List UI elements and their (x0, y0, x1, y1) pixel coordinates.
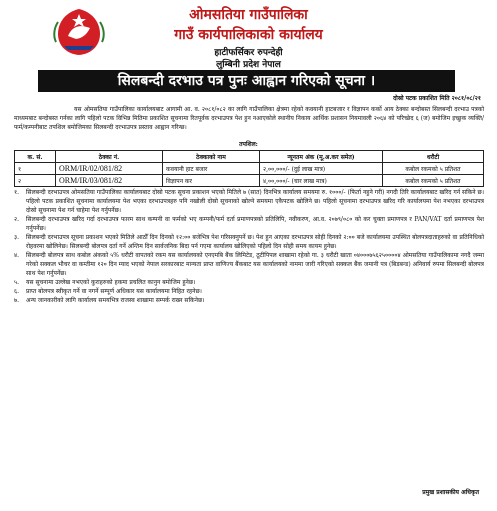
col-header-min-amount: न्यूनतम अंक (मू.अ.कर समेत) (260, 151, 383, 163)
term-text: सिलबन्दी बोलपत्र साथ कबोल अंकको ५% धरौटी वापतको रकम यस कार्यालयको एनएमबि बैंक लिमिटेड, ठूटीपिपल शाखामा रहेको गा. ३ धरौटी खाता ०४०००७५६२५००००४ ओमसतिया गाउँपालिकामा नगदै जम्मा गरेको सक्कल भौचर वा कम्तीमा १२० दिन म्याद भएको नेपाल सरकारबाट मान्यता प्राप्त वाणिज्य बैंकबाट यस कार्यालयको नाममा जारी गरिएको सक्कल बैंक जमानी पत्र (बिडबन्ड) अनिवार्य रुपमा सिलबन्दी बोलपत्र साथ पेश गर्नुपर्नेछ। (26, 252, 484, 277)
table-row (15, 175, 484, 187)
list-item (14, 287, 484, 296)
cell-min-amount: २,००,०००/- (दुई लाख मात्र) (260, 163, 383, 175)
table-title: तपशिल: (239, 141, 258, 148)
cell-deposit: कबोल रकमको ५ प्रतिशत (383, 163, 484, 175)
col-header-contract-no: ठेक्का नं. (56, 151, 163, 163)
cell-sn: १ (15, 163, 56, 175)
term-text: अन्य जानकारीको लागि कार्यालय समयभित्र राजस्व शाखामा सम्पर्क राख्न सकिनेछ। (26, 297, 205, 304)
list-item (14, 278, 484, 287)
signer-title: प्रमुख प्रशासकीय अधिकृत (422, 489, 479, 496)
term-text: सिलबन्दी दरभाउपत्र ओमसतिया गाउँपालिका कार्यालयबाट दोस्रो पटक सूचना प्रकाशन भएको मितिले ७ (सात) दिनभित्र कार्यालय समयमा रु. १०००/- (फिर्ता नहुने गरी) नगदी तिरि कार्यालयबाट खरिद गर्न सकिने छ। पहिलो पटक प्रकाशित सूचनामा कार्यालयमा पेश भएका दरभाउपत्रहरु पनि नखोली दोस्रो सूचनाको खोल्ने समयमा एकैपटक खोलिने छ। पहिलो सूचनामा दरभाउपत्र खरिद गरि कार्यालयमा पेश नभएका दरभाउपत्र दोस्रो सूचनामा पेश गर्न चाहेमा पेश गर्नुपर्नेछ। (26, 189, 484, 214)
list-item (14, 296, 484, 305)
table-row (15, 163, 484, 175)
publish-date: दोस्रो पटक प्रकाशित मिति २०८१/०८/२१ (393, 95, 481, 102)
tender-table (14, 150, 484, 187)
municipality-name: ओमसतिया गाउँपालिका (189, 7, 308, 23)
cell-sn: २ (15, 175, 56, 187)
term-text: सिलबन्दी दरभाउपत्र खरिद गर्दा दरभाउपत्र फारम साथ कम्पनी वा फर्मको भए कम्पनी/फर्म दर्ता प्रमाणपत्रको प्रतिलिपि, नवीकरण, आ.व. २०७९/०८० को कर चुक्ता प्रमाणपत्र र PAN/VAT दर्ता प्रमाणपत्र पेश गर्नुपर्नेछ। (26, 216, 484, 232)
cell-deposit: कबोल रकमको ५ प्रतिशत (383, 175, 484, 187)
term-number: १. (14, 189, 20, 196)
list-item (14, 188, 484, 215)
office-name: गाउँ कार्यपालिकाको कार्यालय (174, 27, 323, 43)
cell-contract-name: विज्ञापन कर (163, 175, 260, 187)
term-number: ७. (14, 297, 20, 304)
term-number: ६. (14, 288, 20, 295)
cell-min-amount: ४,००,०००/- (चार लाख मात्र) (260, 175, 383, 187)
term-number: ५. (14, 279, 20, 286)
table-header-row (15, 151, 484, 163)
list-item (14, 215, 484, 233)
term-number: ४. (14, 252, 20, 259)
intro-paragraph: यस ओमसतिया गाउँपालिका कार्यालयबाट आगामी आ. व. २०८१/०८२ का लागि गाउँपालिका क्षेत्रमा रहेको कवयानी हाटबजार र विज्ञापन कर्को आय ठेक्का बन्दोबस्त सिलबन्दी दरभाउ पत्रको माध्यमबाट बन्दोबस्त गर्नका लागि पहिलो पटक विभिन्न मितिमा प्रकाशित सूचनामा रितपूर्वक दरभाउपत्र पेश हुन नआएकोले स्थानीय निकाय आर्थिक प्रशासन नियमावली २०६४ को परिच्छेद ६ (ज) बमोजिम इच्छुक व्यक्ति/फर्म/कम्पनीबाट तपशिल बमोजिमका सिलबन्दी दरभाउपत्र प्रस्ताव आह्वान गरिन्छ। (14, 106, 484, 131)
cell-contract-no: ORM/IR/02/081/82 (56, 163, 163, 175)
term-number: २. (14, 216, 20, 223)
term-text: सिलबन्दी दरभाउपत्र सूचना प्रकाशन भएको मितिले आठौँ दिन दिनको १२:०० बजेभित्र पेश गरिसक्नुपर्ने छ। पेश हुन आएका दरभाउपत्र सोही दिनको २:०० बजे कार्यालयमा उपस्थित बोलपत्रदाताहरुको वा प्रतिनिधिको रोहवरमा खोलिनेछ। सिलबन्दी बोलपत्र दर्ता गर्ने अन्तिम दिन सार्वजनिक बिदा पर्न गएमा कार्यालय खोलिएको पहिलो दिन सोही समय कायम हुनेछ। (26, 234, 484, 250)
list-item (14, 233, 484, 251)
col-header-sn: क. सं. (15, 151, 56, 163)
list-item (14, 251, 484, 278)
term-text: यस सूचनामा उल्लेख नभएको कुराहरुको हकमा प्रचलित कानुन बमोजिम हुनेछ। (26, 279, 196, 286)
province-name: लुम्बिनी प्रदेश नेपाल (216, 60, 281, 70)
notice-title-banner: सिलबन्दी दरभाउ पत्र पुनः आह्वान गरिएको सूचना । (38, 70, 455, 92)
office-address: हाटीफर्सिकर रुपन्देही (214, 48, 283, 58)
col-header-deposit: धरौटी (383, 151, 484, 163)
term-number: ३. (14, 234, 20, 241)
cell-contract-name: कवयानी हाट बजार (163, 163, 260, 175)
cell-contract-no: ORM/IR/03/081/82 (56, 175, 163, 187)
terms-list (14, 188, 484, 305)
col-header-contract-name: ठेक्काको नाम (163, 151, 260, 163)
term-text: प्राप्त बोलपत्र स्वीकृत गर्ने वा नगर्ने सम्पूर्ण अधिकार यस कार्यालयमा निहित रहनेछ। (26, 288, 202, 295)
